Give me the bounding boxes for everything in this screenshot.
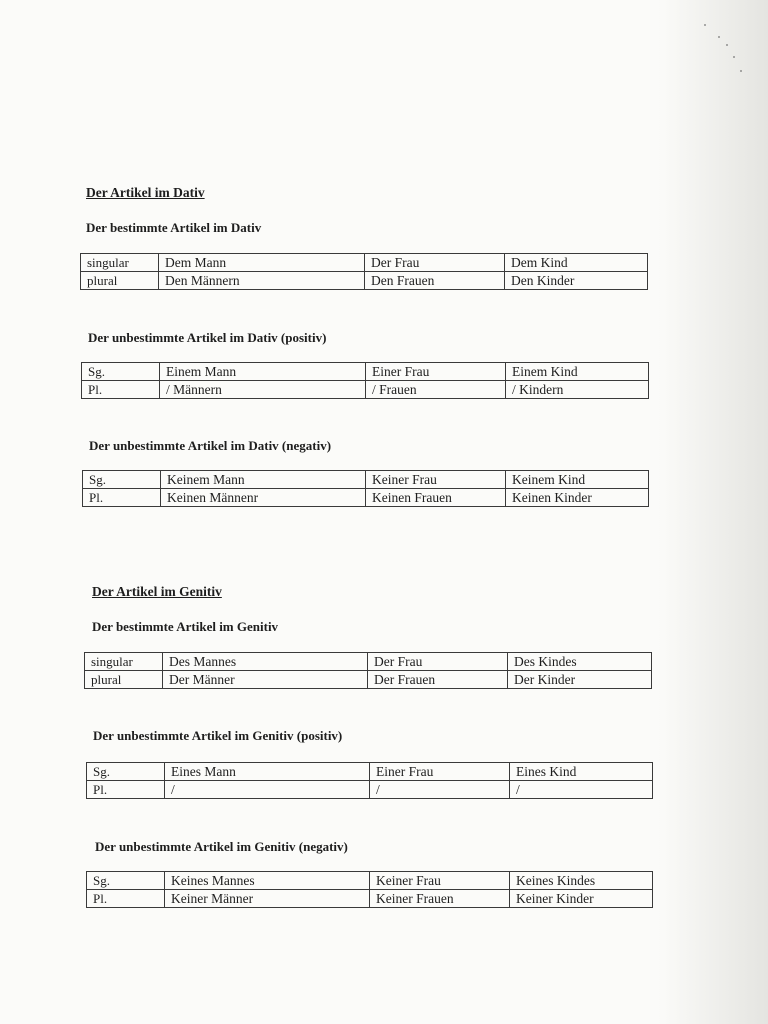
table-cell: Den Männern bbox=[159, 272, 365, 290]
table-cell: / bbox=[510, 781, 653, 799]
row-label: Pl. bbox=[87, 781, 165, 799]
table-cell: Dem Mann bbox=[159, 254, 365, 272]
row-label: Sg. bbox=[87, 872, 165, 890]
table-title: Der unbestimmte Artikel im Genitiv (negativ) bbox=[95, 839, 348, 854]
table-cell: Der Männer bbox=[163, 671, 368, 689]
row-label: plural bbox=[81, 272, 159, 290]
table-cell: Der Kinder bbox=[508, 671, 652, 689]
table-row bbox=[87, 890, 653, 908]
row-label: Pl. bbox=[82, 381, 160, 399]
table-cell: Keiner Frau bbox=[370, 872, 510, 890]
table-title: Der unbestimmte Artikel im Dativ (negativ) bbox=[89, 438, 332, 453]
table-cell: Keiner Kinder bbox=[510, 890, 653, 908]
declension-table bbox=[81, 362, 649, 399]
table-cell: Einer Frau bbox=[366, 363, 506, 381]
table-row bbox=[81, 254, 648, 272]
scan-speck bbox=[733, 56, 735, 58]
table-cell: Den Frauen bbox=[365, 272, 505, 290]
table-cell: Einer Frau bbox=[370, 763, 510, 781]
section-heading: Der Artikel im Dativ bbox=[86, 185, 205, 200]
declension-table bbox=[86, 871, 653, 908]
table-cell: Der Frauen bbox=[368, 671, 508, 689]
scan-speck bbox=[704, 24, 706, 26]
row-label: Sg. bbox=[83, 471, 161, 489]
table-row bbox=[83, 489, 649, 507]
table-row bbox=[82, 363, 649, 381]
table-cell: / Männern bbox=[160, 381, 366, 399]
scan-shadow bbox=[658, 0, 768, 1024]
row-label: plural bbox=[85, 671, 163, 689]
row-label: Sg. bbox=[82, 363, 160, 381]
table-cell: Keinem Kind bbox=[506, 471, 649, 489]
table-cell: / bbox=[370, 781, 510, 799]
table-row bbox=[82, 381, 649, 399]
table-cell: Der Frau bbox=[365, 254, 505, 272]
section-heading: Der Artikel im Genitiv bbox=[92, 584, 222, 599]
row-label: Sg. bbox=[87, 763, 165, 781]
table-cell: Keinen Kinder bbox=[506, 489, 649, 507]
table-cell: Der Frau bbox=[368, 653, 508, 671]
declension-table bbox=[86, 762, 653, 799]
table-row bbox=[87, 781, 653, 799]
scan-speck bbox=[726, 44, 728, 46]
table-cell: Einem Kind bbox=[506, 363, 649, 381]
table-row bbox=[81, 272, 648, 290]
table-row bbox=[87, 872, 653, 890]
table-cell: / Frauen bbox=[366, 381, 506, 399]
table-cell: Dem Kind bbox=[505, 254, 648, 272]
row-label: singular bbox=[85, 653, 163, 671]
table-cell: Einem Mann bbox=[160, 363, 366, 381]
table-title: Der bestimmte Artikel im Genitiv bbox=[92, 619, 279, 634]
table-cell: Den Kinder bbox=[505, 272, 648, 290]
table-row bbox=[85, 671, 652, 689]
table-cell: Keines Mannes bbox=[165, 872, 370, 890]
scan-speck bbox=[718, 36, 720, 38]
table-cell: Eines Kind bbox=[510, 763, 653, 781]
declension-table bbox=[80, 253, 648, 290]
row-label: Pl. bbox=[83, 489, 161, 507]
declension-table bbox=[84, 652, 652, 689]
table-cell: Des Mannes bbox=[163, 653, 368, 671]
table-cell: Des Kindes bbox=[508, 653, 652, 671]
table-cell: / bbox=[165, 781, 370, 799]
table-cell: / Kindern bbox=[506, 381, 649, 399]
table-cell: Keines Kindes bbox=[510, 872, 653, 890]
table-title: Der unbestimmte Artikel im Genitiv (positiv) bbox=[93, 728, 343, 743]
row-label: singular bbox=[81, 254, 159, 272]
table-cell: Keiner Frau bbox=[366, 471, 506, 489]
table-cell: Keiner Männer bbox=[165, 890, 370, 908]
table-cell: Keinem Mann bbox=[161, 471, 366, 489]
table-title: Der bestimmte Artikel im Dativ bbox=[86, 220, 262, 235]
table-cell: Keiner Frauen bbox=[370, 890, 510, 908]
table-cell: Eines Mann bbox=[165, 763, 370, 781]
table-title: Der unbestimmte Artikel im Dativ (positiv) bbox=[88, 330, 327, 345]
table-row bbox=[85, 653, 652, 671]
table-cell: Keinen Frauen bbox=[366, 489, 506, 507]
table-row bbox=[87, 763, 653, 781]
declension-table bbox=[82, 470, 649, 507]
table-row bbox=[83, 471, 649, 489]
table-cell: Keinen Männenr bbox=[161, 489, 366, 507]
scan-speck bbox=[740, 70, 742, 72]
row-label: Pl. bbox=[87, 890, 165, 908]
